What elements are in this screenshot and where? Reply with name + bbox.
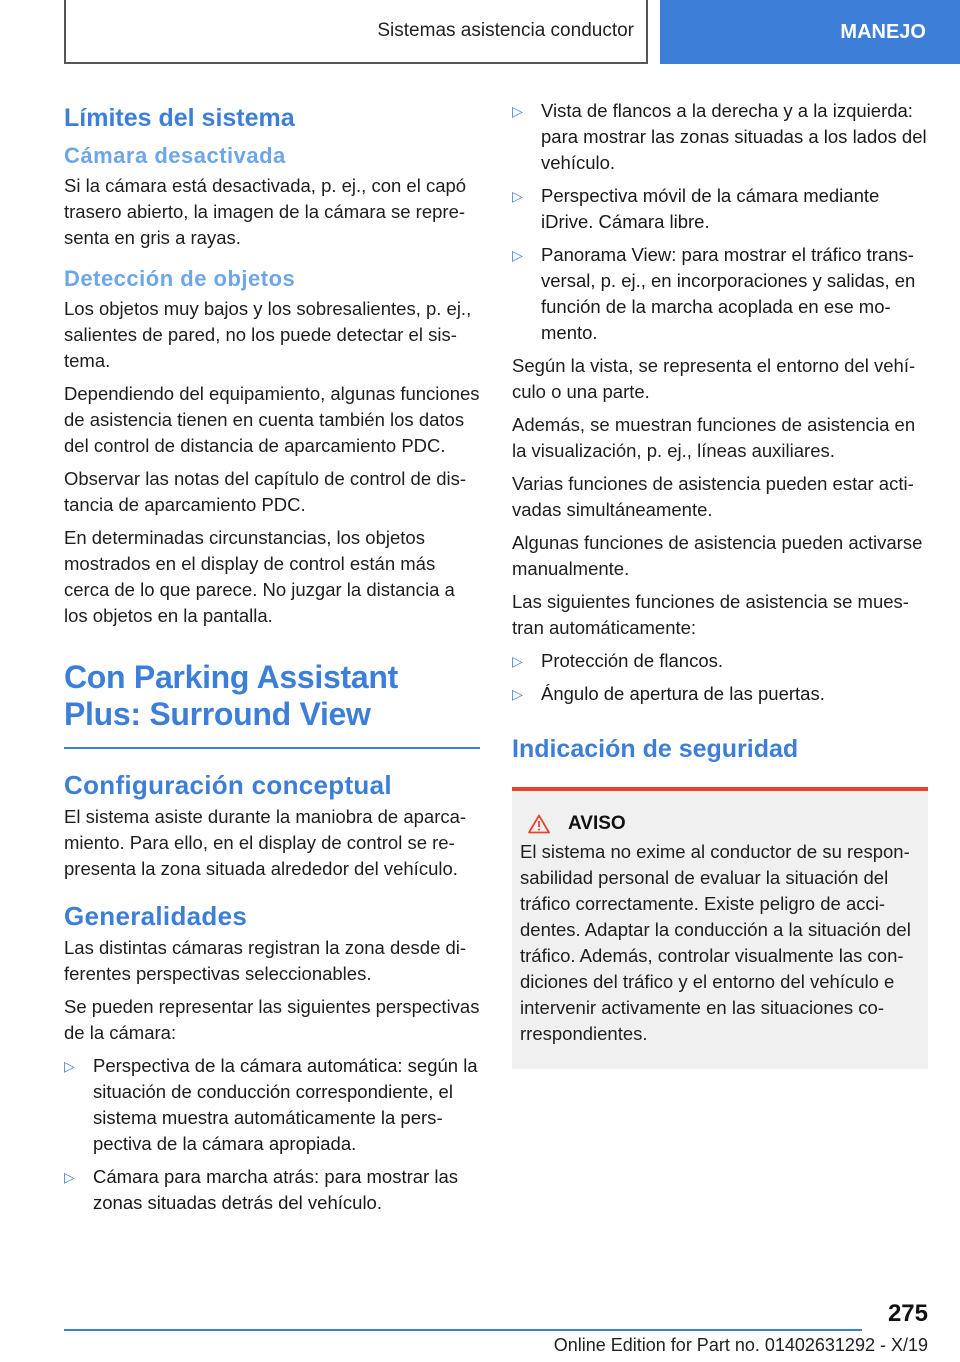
list-item-text: Ángulo de apertura de las puertas. [541, 683, 825, 704]
paragraph-concept: El sistema asiste durante la maniobra de aparcamiento. Para ello, en el display de control se representa la zona situada alrededor del vehículo. [64, 806, 467, 879]
footer-divider [64, 1329, 862, 1331]
heading-camera-off: Cámara desactivada [64, 143, 286, 168]
camera-views-list [512, 98, 928, 346]
list-item-text: Cámara para marcha atrás: para mostrar las zonas situadas detrás del vehículo. [93, 1166, 458, 1213]
heading-object-detection: Detección de objetos [64, 266, 296, 291]
heading-general: Generalidades [64, 901, 248, 931]
warning-triangle-icon [528, 814, 550, 834]
list-item [512, 648, 928, 674]
paragraph-view-5: Las siguientes funciones de asistencia se muestran automáticamente: [512, 591, 909, 638]
list-item [512, 242, 928, 346]
list-item [512, 183, 928, 235]
list-item-text: Protección de flancos. [541, 650, 724, 671]
warning-title: AVISO [568, 813, 626, 834]
list-item-text: Panorama View: para mostrar el tráfico transversal, p. ej., en incorporaciones y salidas, en función de la marcha acoplada en ese momento. [541, 244, 916, 343]
paragraph-objects-4: En determinadas circunstancias, los objetos mostrados en el display de control están más cerca de lo que parece. No juzgar la distancia a los objetos en la pantalla. [64, 527, 455, 626]
triangle-bullet-icon: ▷ [512, 103, 523, 119]
warning-text: El sistema no exime al conductor de su responsabilidad personal de evaluar la situación del tráfico correctamente. Existe peligro de accidentes. Adaptar la conducción a la situación del tráfico. Además, controlar visualmente las condiciones del tráfico y el entorno del vehículo e intervenir activamente en las situaciones correspondientes. [520, 841, 911, 1044]
right-column [512, 98, 928, 1069]
paragraph-view-1: Según la vista, se representa el entorno del vehículo o una parte. [512, 355, 916, 402]
list-item [512, 681, 928, 707]
heading-divider [64, 747, 480, 749]
auto-functions-list [512, 648, 928, 707]
chapter-title: MANEJO [840, 20, 926, 43]
triangle-bullet-icon: ▷ [64, 1169, 75, 1185]
list-item [512, 98, 928, 176]
paragraph-camera-off: Si la cámara está desactivada, p. ej., con el capó trasero abierto, la imagen de la cámara se representa en gris a rayas. [64, 175, 467, 248]
heading-concept: Configuración conceptual [64, 770, 392, 800]
triangle-bullet-icon: ▷ [512, 247, 523, 263]
paragraph-objects-3: Observar las notas del capítulo de control de distancia de aparcamiento PDC. [64, 468, 467, 515]
heading-safety: Indicación de seguridad [512, 735, 799, 763]
paragraph-view-2: Además, se muestran funciones de asistencia en la visualización, p. ej., líneas auxiliares. [512, 414, 916, 461]
list-item-text: Perspectiva de la cámara automática: según la situación de conducción correspondiente, el sistema muestra automáticamente la perspectiva de la cámara apropiada. [93, 1055, 478, 1154]
paragraph-view-4: Algunas funciones de asistencia pueden activarse manualmente. [512, 532, 923, 579]
heading-system-limits: Límites del sistema [64, 104, 295, 132]
list-item [64, 1053, 482, 1157]
list-item-text: Perspectiva móvil de la cámara mediante iDrive. Cámara libre. [541, 185, 880, 232]
header-section-title [64, 0, 648, 64]
paragraph-objects-1: Los objetos muy bajos y los sobresalientes, p. ej., salientes de pared, no los puede detectar el sistema. [64, 298, 472, 371]
header-chapter-tab [660, 0, 960, 64]
list-item [64, 1164, 482, 1216]
left-column [64, 98, 482, 1223]
triangle-bullet-icon: ▷ [512, 653, 523, 669]
warning-box [512, 787, 928, 1069]
paragraph-general-2: Se pueden representar las siguientes perspectivas de la cámara: [64, 996, 480, 1043]
triangle-bullet-icon: ▷ [512, 188, 523, 204]
triangle-bullet-icon: ▷ [64, 1058, 75, 1074]
page-number: 275 [887, 1300, 928, 1327]
camera-perspectives-list [64, 1053, 482, 1216]
paragraph-objects-2: Dependiendo del equipamiento, algunas funciones de asistencia tienen en cuenta también los datos del control de distancia de aparcamiento PDC. [64, 383, 480, 456]
paragraph-view-3: Varias funciones de asistencia pueden estar activadas simultáneamente. [512, 473, 914, 520]
section-title: Sistemas asistencia conductor [377, 20, 634, 41]
heading-parking-assistant: Con Parking Assistant Plus: Surround View [64, 659, 398, 732]
footer-edition: Online Edition for Part no. 01402631292 - X/19 [553, 1335, 928, 1355]
triangle-bullet-icon: ▷ [512, 686, 523, 702]
list-item-text: Vista de flancos a la derecha y a la izquierda: para mostrar las zonas situadas a los lados del vehículo. [541, 100, 927, 173]
paragraph-general-1: Las distintas cámaras registran la zona desde diferentes perspectivas seleccionables. [64, 937, 467, 984]
warning-header [528, 813, 920, 835]
